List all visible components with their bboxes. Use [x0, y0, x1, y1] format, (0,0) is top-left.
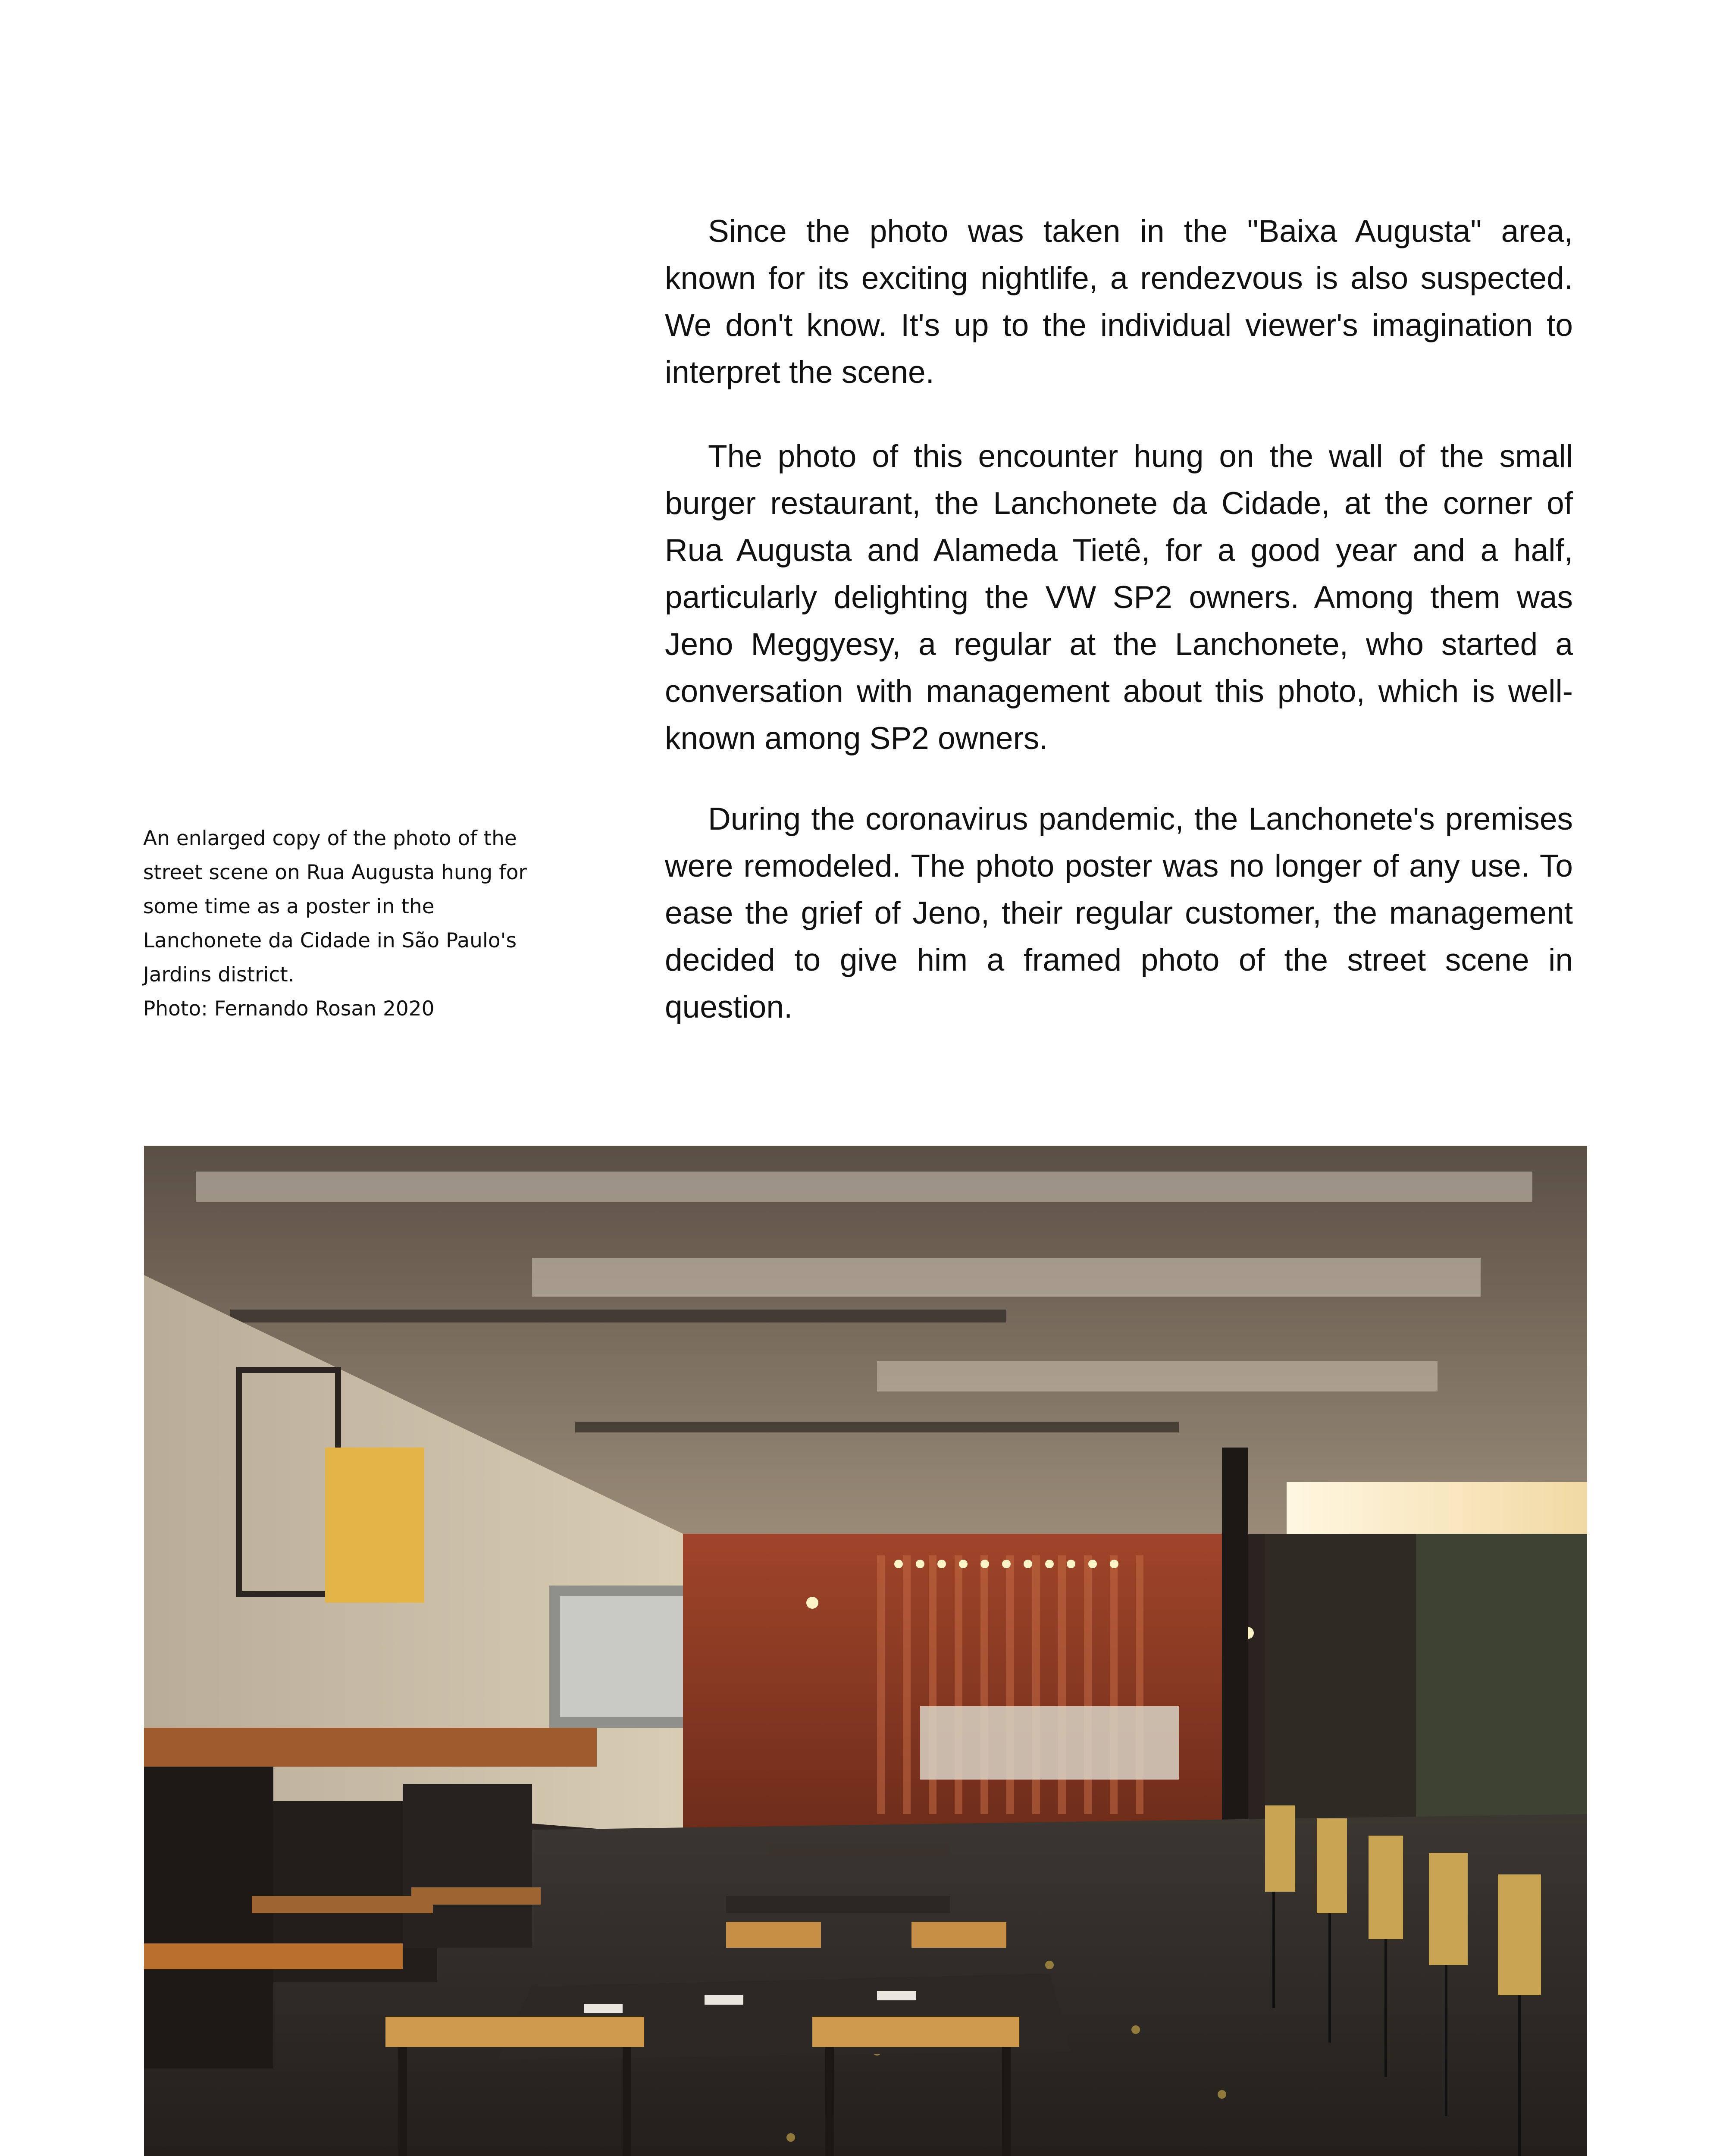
caption-line: some time as a poster in the [143, 895, 435, 918]
caption-line: An enlarged copy of the photo of the [143, 827, 517, 850]
photo-caption [143, 821, 574, 1026]
caption-line: Jardins district. [143, 963, 294, 987]
caption-line: Lanchonete da Cidade in São Paulo's [143, 929, 517, 953]
restaurant-interior-photo [144, 1146, 1587, 2156]
caption-line: street scene on Rua Augusta hung for [143, 861, 527, 884]
body-paragraph-3: During the coronavirus pandemic, the Lanchonete's premises were remodeled. The photo poster was no longer of any use. To ease the grief of Jeno, their regular customer, the management decided to give him a framed photo of the street scene in question. [665, 802, 1573, 1025]
body-paragraph-1: Since the photo was taken in the "Baixa Augusta" area, known for its exciting nightlife, a rendezvous is also suspected. We don't know. It's up to the individual viewer's imagination to interpret the scene. [665, 214, 1573, 390]
caption-credit: Photo: Fernando Rosan 2020 [143, 997, 435, 1021]
body-paragraph-2: The photo of this encounter hung on the wall of the small burger restaurant, the Lanchonete da Cidade, at the corner of Rua Augusta and Alameda Tietê, for a good year and a half, particularly delighting the VW SP2 owners. Among them was Jeno Meggyesy, a regular at the Lanchonete, who started a conversation with management about this photo, which is well-known among SP2 owners. [665, 439, 1573, 756]
